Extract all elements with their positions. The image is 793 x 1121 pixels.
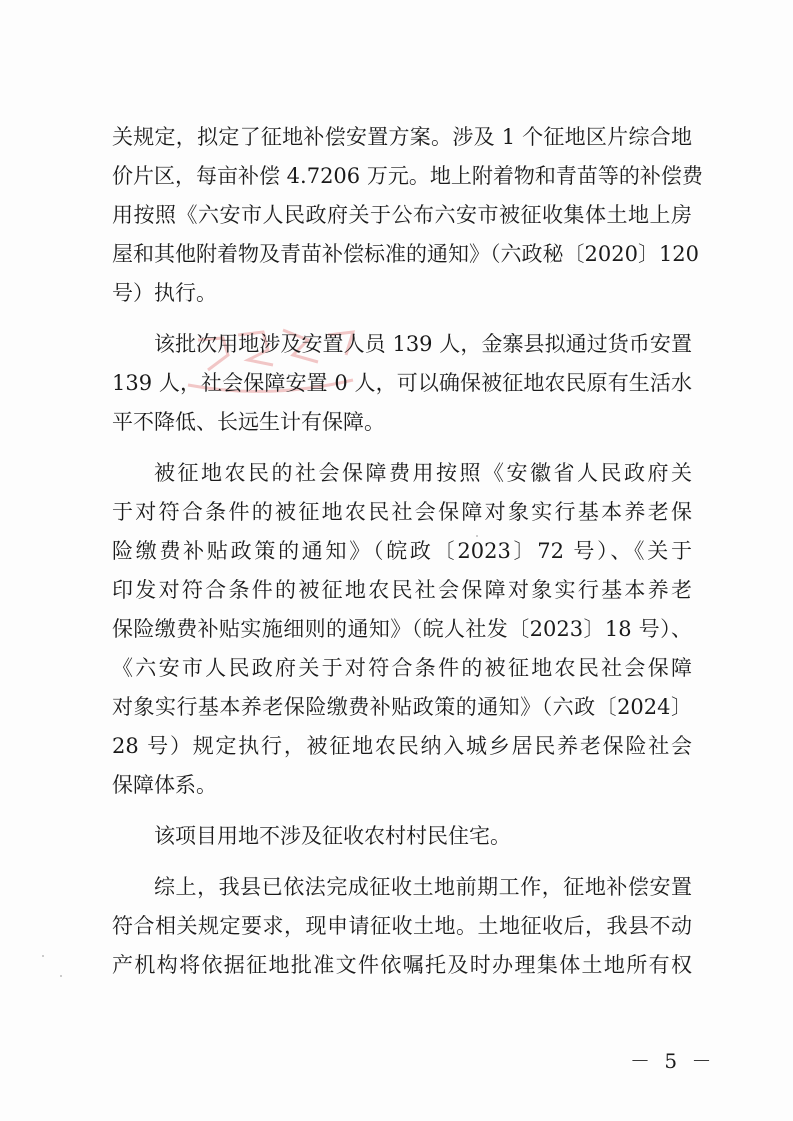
text-line: 印发对符合条件的被征地农民社会保障对象实行基本养老 — [112, 578, 692, 602]
text-line: 对象实行基本养老保险缴费补贴政策的通知》（六政〔2024〕 — [112, 695, 692, 719]
text-line: 综上，我县已依法完成征收土地前期工作，征地补偿安置 — [154, 875, 692, 899]
text-line: 28 号）规定执行，被征地农民纳入城乡居民养老保险社会 — [112, 734, 692, 758]
text-line: 被征地农民的社会保障费用按照《安徽省人民政府关 — [154, 461, 692, 485]
body-text — [112, 118, 703, 997]
text-line: 于对符合条件的被征地农民社会保障对象实行基本养老保 — [112, 500, 692, 524]
text-line: 符合相关规定要求，现申请征收土地。土地征收后，我县不动 — [112, 914, 692, 938]
text-line: 139 人，社会保障安置 0 人，可以确保被征地农民原有生活水 — [112, 371, 692, 395]
text-line: 《六安市人民政府关于对符合条件的被征地农民社会保障 — [112, 656, 692, 680]
scan-speck — [60, 975, 62, 977]
text-line: 该批次用地涉及安置人员 139 人，金寨县拟通过货币安置 — [154, 332, 692, 356]
text-line: 险缴费补贴政策的通知》（皖政〔2023〕72 号）、《关于 — [112, 539, 692, 563]
text-line: 价片区，每亩补偿 4.7206 万元。地上附着物和青苗等的补偿费 — [112, 164, 703, 188]
text-line: 保障体系。 — [112, 773, 217, 797]
text-line: 用按照《六安市人民政府关于公布六安市被征收集体土地上房 — [112, 203, 692, 227]
paragraph-compensation-plan — [112, 118, 703, 313]
text-line: 屋和其他附着物及青苗补偿标准的通知》（六政秘〔2020〕120 — [112, 242, 700, 266]
text-line: 该项目用地不涉及征收农村村民住宅。 — [154, 824, 511, 848]
text-line: 号）执行。 — [112, 281, 217, 305]
paragraph-resettlement — [112, 325, 692, 442]
text-line: 产机构将依据征地批准文件依嘱托及时办理集体土地所有权 — [112, 953, 692, 977]
text-line: 关规定，拟定了征地补偿安置方案。涉及 1 个征地区片综合地 — [112, 125, 692, 149]
scan-speck — [476, 535, 478, 537]
paragraph-social-security — [112, 454, 692, 805]
scan-speck — [42, 955, 44, 957]
text-line: 平不降低、长远生计有保障。 — [112, 410, 385, 434]
page-number: － 5 － — [630, 1049, 716, 1073]
text-line: 保险缴费补贴实施细则的通知》（皖人社发〔2023〕18 号）、 — [112, 617, 692, 641]
paragraph-housing — [112, 817, 692, 856]
paragraph-conclusion — [112, 868, 692, 985]
